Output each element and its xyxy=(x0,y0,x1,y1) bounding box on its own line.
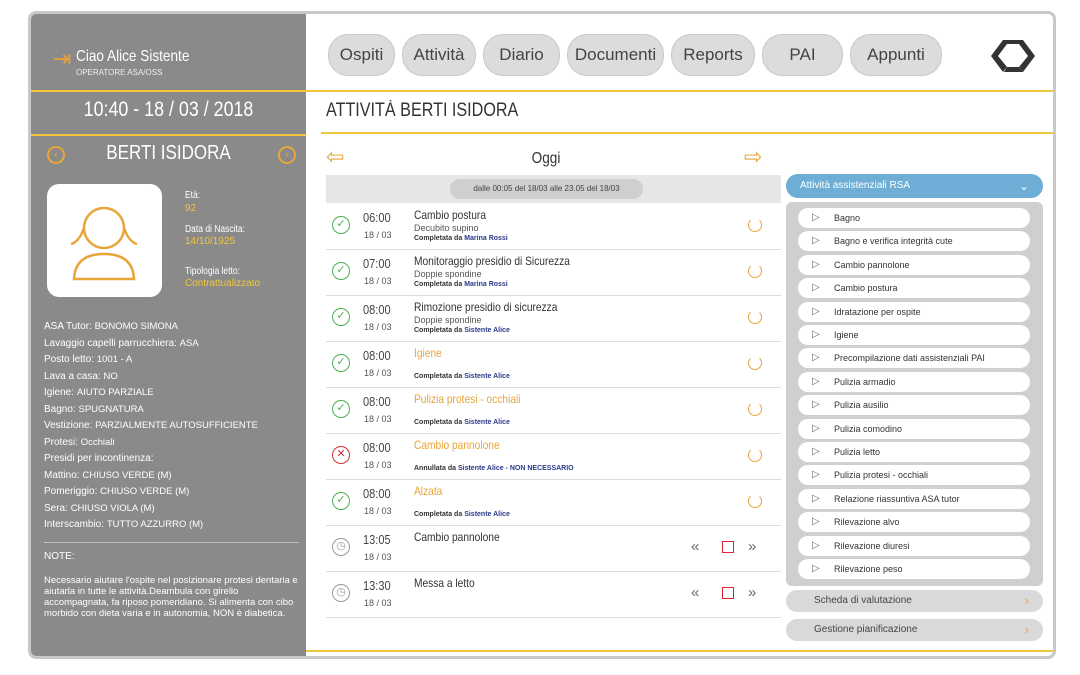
bed-type-label: Tipologia letto: xyxy=(185,266,240,277)
activity-template-item[interactable] xyxy=(798,536,1030,556)
activity-completed-by xyxy=(414,511,510,518)
activity-row[interactable] xyxy=(326,388,781,434)
detail-key: Protesi: xyxy=(44,436,78,448)
redo-icon[interactable] xyxy=(748,402,762,416)
redo-icon[interactable] xyxy=(748,310,762,324)
activity-template-item[interactable] xyxy=(798,465,1030,485)
detail-row xyxy=(44,435,302,452)
detail-key: Posto letto: xyxy=(44,354,95,365)
time-range: dalle 00:05 del 18/03 alle 23.05 del 18/03 xyxy=(450,179,643,199)
birth-label: Data di Nascita: xyxy=(185,224,246,235)
activity-date: 18 / 03 xyxy=(364,414,392,424)
detail-value: 1001 - A xyxy=(96,354,133,365)
activity-subtitle: Doppie spondine xyxy=(414,315,482,325)
redo-icon[interactable] xyxy=(748,264,762,278)
activity-template-item[interactable] xyxy=(798,372,1030,392)
activity-date: 18 / 03 xyxy=(364,552,392,562)
detail-row xyxy=(44,385,302,402)
item-label: Pulizia ausilio xyxy=(834,400,889,411)
day-navigator xyxy=(326,144,766,174)
activity-subtitle: Decubito supino xyxy=(414,223,479,233)
activity-completed-by xyxy=(414,419,510,426)
activity-time: 08:00 xyxy=(363,394,391,409)
stop-icon[interactable] xyxy=(722,541,734,553)
activity-time: 06:00 xyxy=(363,210,391,225)
detail-key: Vestizione: xyxy=(44,420,93,431)
activity-row[interactable] xyxy=(326,296,781,342)
forward-icon[interactable]: » xyxy=(748,538,757,555)
item-label: Rilevazione diuresi xyxy=(834,540,910,551)
activity-template-item[interactable] xyxy=(798,278,1030,298)
detail-row xyxy=(44,369,302,386)
completed-by-name: Sistente Alice xyxy=(464,373,510,380)
item-label: Pulizia letto xyxy=(834,447,881,457)
redo-icon[interactable] xyxy=(748,218,762,232)
completed-by-name: Marina Rossi xyxy=(464,235,508,242)
activity-row[interactable] xyxy=(326,250,781,296)
activity-template-item[interactable] xyxy=(798,395,1030,415)
completed-by-name: Marina Rossi xyxy=(464,281,508,288)
prev-day-icon[interactable]: ⇦ xyxy=(326,144,345,169)
item-label: Igiene xyxy=(834,330,859,340)
age-label: Età: xyxy=(185,190,201,201)
activity-row[interactable] xyxy=(326,342,781,388)
completed-by-prefix: Completata da xyxy=(414,235,463,242)
activity-completed-by xyxy=(414,465,574,472)
activity-time: 13:05 xyxy=(363,532,391,547)
play-icon: ▷ xyxy=(812,563,820,574)
detail-key: Interscambio: xyxy=(44,519,105,530)
forward-icon[interactable]: » xyxy=(748,584,757,601)
activity-template-item[interactable] xyxy=(798,419,1030,439)
check-circle-icon: ✓ xyxy=(332,400,350,418)
activity-template-list xyxy=(786,202,1043,586)
prev-guest-icon[interactable]: ‹ xyxy=(47,146,65,164)
check-circle-icon: ✓ xyxy=(332,492,350,510)
completed-by-name: Sistente Alice - NON NECESSARIO xyxy=(457,465,574,472)
play-icon: ▷ xyxy=(812,282,820,294)
detail-key: Lavaggio capelli parrucchiera: xyxy=(44,337,177,349)
divider xyxy=(306,90,1056,92)
detail-value: AIUTO PARZIALE xyxy=(76,387,154,398)
chevron-right-icon: › xyxy=(1024,622,1029,637)
activity-date: 18 / 03 xyxy=(364,322,392,332)
completed-by-prefix: Completata da xyxy=(414,327,463,334)
detail-value: NO xyxy=(103,370,118,382)
detail-value: SPUGNATURA xyxy=(78,403,144,415)
tab-ospiti[interactable]: Ospiti xyxy=(328,34,395,76)
page-title: ATTIVITÀ BERTI ISIDORA xyxy=(326,100,519,121)
activity-completed-by xyxy=(414,235,508,242)
user-header xyxy=(31,14,306,92)
activity-time: 08:00 xyxy=(363,302,391,317)
detail-row xyxy=(44,402,302,419)
completed-by-name: Sistente Alice xyxy=(464,419,510,426)
play-icon: ▷ xyxy=(812,422,820,434)
person-icon xyxy=(47,184,162,297)
detail-value: PARZIALMENTE AUTOSUFFICIENTE xyxy=(95,420,258,431)
sidebar xyxy=(31,14,306,656)
activity-row[interactable] xyxy=(326,526,781,572)
divider xyxy=(321,132,1056,134)
item-label: Cambio postura xyxy=(834,283,898,294)
category-label: Attività assistenziali RSA xyxy=(800,180,911,191)
button-label: Gestione pianificazione xyxy=(814,624,918,635)
divider xyxy=(31,134,306,136)
detail-value: BONOMO SIMONA xyxy=(94,321,178,332)
activity-template-item[interactable] xyxy=(798,559,1030,579)
detail-row xyxy=(44,484,302,501)
tab-appunti[interactable]: Appunti xyxy=(850,34,942,76)
next-day-icon[interactable]: ⇨ xyxy=(744,144,763,169)
logout-icon[interactable]: ⇥ xyxy=(53,46,72,71)
detail-row xyxy=(44,501,302,518)
activity-name: Rimozione presidio di sicurezza xyxy=(414,300,558,314)
activity-time: 08:00 xyxy=(363,486,391,501)
user-role: OPERATORE ASA/OSS xyxy=(76,68,163,77)
cancel-circle-icon: ✕ xyxy=(332,446,350,464)
play-icon: ▷ xyxy=(812,258,820,270)
clock: 10:40 - 18 / 03 / 2018 xyxy=(83,98,254,121)
item-label: Bagno e verifica integrità cute xyxy=(834,236,953,247)
chevron-down-icon: ⌄ xyxy=(1018,179,1029,193)
detail-row xyxy=(44,468,302,485)
check-circle-icon: ✓ xyxy=(332,308,350,326)
activity-time: 13:30 xyxy=(363,578,391,593)
tab-diario[interactable]: Diario xyxy=(483,34,560,76)
activity-row[interactable] xyxy=(326,572,781,618)
guest-selector xyxy=(31,142,306,170)
play-icon: ▷ xyxy=(812,352,820,364)
activity-name: Messa a letto xyxy=(414,576,475,590)
activity-template-item[interactable] xyxy=(798,489,1030,509)
activity-category-dropdown[interactable] xyxy=(786,174,1043,198)
activity-template-item[interactable] xyxy=(798,325,1030,345)
detail-value: CHIUSO VIOLA (M) xyxy=(70,502,155,514)
detail-key: Mattino: xyxy=(44,469,80,481)
play-icon: ▷ xyxy=(812,375,820,387)
detail-key: Presidi per incontinenza: xyxy=(44,453,154,464)
item-label: Pulizia comodino xyxy=(834,423,903,434)
play-icon: ▷ xyxy=(812,469,820,481)
detail-key: Lava a casa: xyxy=(44,370,101,382)
detail-value: TUTTO AZZURRO (M) xyxy=(106,519,204,530)
activity-template-item[interactable] xyxy=(798,348,1030,368)
detail-row xyxy=(44,418,302,435)
redo-icon[interactable] xyxy=(748,448,762,462)
divider xyxy=(306,650,1056,652)
item-label: Precompilazione dati assistenziali PAI xyxy=(834,353,985,364)
activity-name: Cambio pannolone xyxy=(414,530,500,544)
divider xyxy=(44,542,299,543)
rewind-icon[interactable]: « xyxy=(691,538,700,555)
tab-attivita[interactable]: Attività xyxy=(402,34,476,76)
play-icon: ▷ xyxy=(812,305,820,317)
activity-completed-by xyxy=(414,373,510,380)
detail-key: Bagno: xyxy=(44,403,76,415)
age-value: 92 xyxy=(185,203,197,214)
activity-date: 18 / 03 xyxy=(364,276,392,286)
activity-template-item[interactable] xyxy=(798,255,1030,275)
notes-title: NOTE: xyxy=(44,551,75,562)
tab-reports[interactable]: Reports xyxy=(671,34,755,76)
activity-date: 18 / 03 xyxy=(364,368,392,378)
item-label: Relazione riassuntiva ASA tutor xyxy=(834,493,960,504)
activity-date: 18 / 03 xyxy=(364,506,392,516)
guest-name: BERTI ISIDORA xyxy=(106,142,231,164)
notes-text: Necessario aiutare l'ospite nel posizionare protesi dentaria e aiutarla in tutte le attività.Deambula con girello accompagnata, fa riposo pomeridiano. Si alimenta con cibo morbido con dieta varia e in autonomia, NON è diabetica. xyxy=(44,575,298,619)
tab-pai[interactable]: PAI xyxy=(762,34,843,76)
play-icon: ▷ xyxy=(812,492,820,504)
activity-time: 08:00 xyxy=(363,440,391,455)
activity-template-item[interactable] xyxy=(798,208,1030,228)
check-circle-icon: ✓ xyxy=(332,216,350,234)
activity-completed-by xyxy=(414,327,510,334)
redo-icon[interactable] xyxy=(748,494,762,508)
activity-date: 18 / 03 xyxy=(364,460,392,470)
divider xyxy=(31,90,306,92)
scheda-valutazione-button[interactable] xyxy=(786,590,1043,612)
activity-name: Monitoraggio presidio di Sicurezza xyxy=(414,254,570,268)
gestione-pianificazione-button[interactable] xyxy=(786,619,1043,641)
stop-icon[interactable] xyxy=(722,587,734,599)
detail-key: Igiene: xyxy=(44,387,75,398)
activity-template-item[interactable] xyxy=(798,512,1030,532)
completed-by-prefix: Annullata da xyxy=(414,465,457,472)
check-circle-icon: ✓ xyxy=(332,354,350,372)
activity-template-item[interactable] xyxy=(798,302,1030,322)
activity-name: Pulizia protesi - occhiali xyxy=(414,392,521,406)
detail-row xyxy=(44,517,302,534)
chevron-right-icon: › xyxy=(1024,593,1029,608)
completed-by-prefix: Completata da xyxy=(414,511,463,518)
activity-name: Cambio postura xyxy=(414,208,487,222)
play-icon: ▷ xyxy=(812,212,820,223)
detail-key: Sera: xyxy=(44,502,68,514)
activity-subtitle: Doppie spondine xyxy=(414,269,482,279)
activity-completed-by xyxy=(414,281,508,288)
item-label: Bagno xyxy=(834,213,861,223)
activity-row[interactable] xyxy=(326,204,781,250)
activity-time: 07:00 xyxy=(363,256,391,271)
item-label: Pulizia protesi - occhiali xyxy=(834,470,929,481)
app-frame xyxy=(28,11,1056,659)
completed-by-prefix: Completata da xyxy=(414,373,463,380)
play-icon: ▷ xyxy=(812,329,820,340)
item-label: Pulizia armadio xyxy=(834,376,896,387)
detail-value: Occhiali xyxy=(80,436,115,448)
detail-row xyxy=(44,336,302,353)
play-icon: ▷ xyxy=(812,539,820,551)
check-circle-icon: ✓ xyxy=(332,262,350,280)
activity-date: 18 / 03 xyxy=(364,598,392,608)
detail-value: ASA xyxy=(179,337,199,349)
activity-name: Cambio pannolone xyxy=(414,438,500,452)
item-label: Rilevazione alvo xyxy=(834,517,900,528)
rewind-icon[interactable]: « xyxy=(691,584,700,601)
clock-icon: ◷ xyxy=(332,538,350,556)
time-range-bar xyxy=(326,175,781,203)
user-greeting: Ciao Alice Sistente xyxy=(76,48,190,65)
completed-by-name: Sistente Alice xyxy=(464,327,510,334)
detail-row xyxy=(44,319,302,336)
redo-icon[interactable] xyxy=(748,356,762,370)
bed-type-value: Contrattualizzato xyxy=(185,278,261,289)
detail-row xyxy=(44,451,302,468)
play-icon: ▷ xyxy=(812,235,820,247)
tab-documenti[interactable]: Documenti xyxy=(567,34,664,76)
activity-template-item[interactable] xyxy=(798,442,1030,462)
item-label: Cambio pannolone xyxy=(834,259,910,270)
item-label: Idratazione per ospite xyxy=(834,306,921,317)
activity-time: 08:00 xyxy=(363,348,391,363)
button-label: Scheda di valutazione xyxy=(814,595,912,606)
clock-icon: ◷ xyxy=(332,584,350,602)
day-label: Oggi xyxy=(531,150,561,167)
avatar xyxy=(47,184,162,297)
next-guest-icon[interactable]: › xyxy=(278,146,296,164)
activity-row[interactable] xyxy=(326,480,781,526)
top-nav xyxy=(306,14,1056,92)
app-logo-icon xyxy=(989,34,1037,78)
detail-value: CHIUSO VERDE (M) xyxy=(82,469,172,481)
detail-key: ASA Tutor: xyxy=(44,321,92,332)
detail-value: CHIUSO VERDE (M) xyxy=(100,486,190,497)
activity-name: Alzata xyxy=(414,484,443,498)
play-icon: ▷ xyxy=(812,516,820,528)
play-icon: ▷ xyxy=(812,399,820,411)
activity-row[interactable] xyxy=(326,434,781,480)
play-icon: ▷ xyxy=(812,446,820,457)
activity-template-item[interactable] xyxy=(798,231,1030,251)
completed-by-name: Sistente Alice xyxy=(464,511,510,518)
activity-date: 18 / 03 xyxy=(364,230,392,240)
birth-value: 14/10/1925 xyxy=(185,236,236,247)
guest-details xyxy=(44,319,302,534)
item-label: Rilevazione peso xyxy=(834,564,903,574)
completed-by-prefix: Completata da xyxy=(414,281,463,288)
completed-by-prefix: Completata da xyxy=(414,419,463,426)
detail-key: Pomeriggio: xyxy=(44,486,98,497)
activity-name: Igiene xyxy=(414,346,442,360)
detail-row xyxy=(44,352,302,369)
